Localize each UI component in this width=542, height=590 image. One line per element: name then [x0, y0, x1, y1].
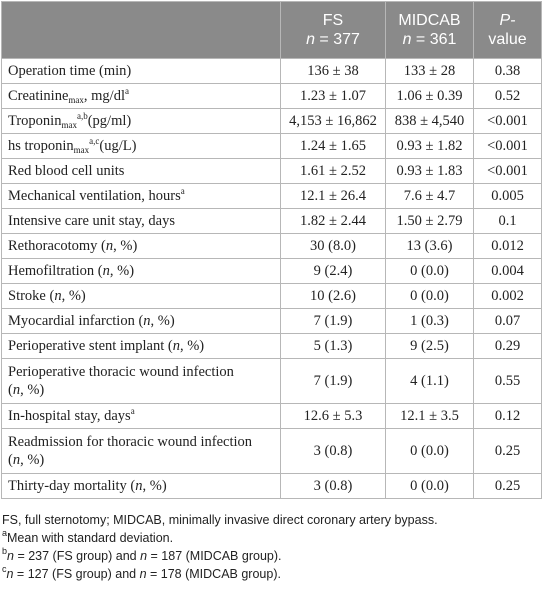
table-row — [2, 284, 542, 309]
table-row — [2, 359, 542, 404]
footnote-c-mark: c — [2, 564, 7, 574]
fs-value: 1.23 ± 1.07 — [281, 84, 386, 109]
p-value: 0.12 — [474, 404, 542, 429]
row-label-text: Rethoracotomy ( — [8, 238, 106, 254]
table-row — [2, 404, 542, 429]
row-label — [2, 134, 281, 159]
p-value: <0.001 — [474, 159, 542, 184]
midcab-value: 12.1 ± 3.5 — [386, 404, 474, 429]
row-label — [2, 404, 281, 429]
p-value: 0.25 — [474, 474, 542, 499]
footnote-b-n1: n — [7, 549, 14, 563]
table-row — [2, 59, 542, 84]
row-label-subscript: max — [68, 95, 84, 105]
table-row — [2, 234, 542, 259]
row-label — [2, 109, 281, 134]
p-value: 0.004 — [474, 259, 542, 284]
fs-value: 3 (0.8) — [281, 429, 386, 474]
table-row — [2, 429, 542, 474]
row-label-text: Stroke ( — [8, 288, 55, 304]
p-value: 0.38 — [474, 59, 542, 84]
fs-value: 4,153 ± 16,862 — [281, 109, 386, 134]
table-row — [2, 259, 542, 284]
p-value: <0.001 — [474, 134, 542, 159]
p-value: 0.25 — [474, 429, 542, 474]
table-row — [2, 184, 542, 209]
table-row — [2, 159, 542, 184]
p-value: 0.002 — [474, 284, 542, 309]
midcab-value: 0 (0.0) — [386, 474, 474, 499]
footnote-b-n2: n — [140, 549, 148, 563]
fs-value: 10 (2.6) — [281, 284, 386, 309]
p-value: 0.1 — [474, 209, 542, 234]
fs-value: 30 (8.0) — [281, 234, 386, 259]
row-label — [2, 159, 281, 184]
p-value: 0.07 — [474, 309, 542, 334]
row-label-paren: ( — [8, 452, 13, 468]
midcab-value: 13 (3.6) — [386, 234, 474, 259]
row-label-text: Perioperative stent implant ( — [8, 338, 173, 354]
row-label-text: Readmission for thoracic wound infection — [8, 434, 253, 450]
table-row — [2, 209, 542, 234]
table-footnotes — [2, 511, 540, 583]
p-value: 0.012 — [474, 234, 542, 259]
midcab-value: 838 ± 4,540 — [386, 109, 474, 134]
row-label-end: , %) — [142, 478, 167, 494]
fs-value: 3 (0.8) — [281, 474, 386, 499]
header-p-letter: P- — [499, 12, 516, 29]
row-label-footnote-mark: a — [180, 186, 185, 196]
row-label-text: Hemofiltration ( — [8, 263, 103, 279]
row-label-end: , %) — [179, 338, 205, 354]
row-label — [2, 309, 281, 334]
row-label-n: n — [105, 238, 114, 254]
midcab-value: 1 (0.3) — [386, 309, 474, 334]
fs-value: 9 (2.4) — [281, 259, 386, 284]
row-label-footnote-mark: a,b — [76, 111, 88, 121]
header-empty-cell — [2, 2, 281, 59]
row-label-paren: ( — [8, 382, 13, 398]
midcab-value: 0 (0.0) — [386, 284, 474, 309]
midcab-value: 0.93 ± 1.83 — [386, 159, 474, 184]
table-row — [2, 334, 542, 359]
row-label — [2, 259, 281, 284]
row-label-end: , %) — [109, 263, 135, 279]
table-row — [2, 109, 542, 134]
row-label-end: , %) — [20, 382, 45, 398]
table-row — [2, 309, 542, 334]
row-label-n: n — [172, 338, 180, 354]
fs-value: 12.6 ± 5.3 — [281, 404, 386, 429]
row-label — [2, 284, 281, 309]
footnote-b — [2, 547, 540, 565]
row-label — [2, 184, 281, 209]
row-label-unit: (pg/ml) — [87, 113, 132, 129]
footnote-a-mark: a — [2, 528, 8, 538]
table-row — [2, 134, 542, 159]
header-p-value — [474, 2, 542, 59]
midcab-value: 0.93 ± 1.82 — [386, 134, 474, 159]
header-p-word: value — [488, 31, 527, 48]
table-row — [2, 474, 542, 499]
row-label-text: Myocardial infarction ( — [8, 313, 144, 329]
header-fs — [281, 2, 386, 59]
midcab-value: 0 (0.0) — [386, 259, 474, 284]
footnote-b-mid: = 237 (FS group) and — [13, 549, 141, 563]
row-label — [2, 59, 281, 84]
midcab-value: 0 (0.0) — [386, 429, 474, 474]
row-label-unit: (ug/L) — [99, 138, 137, 154]
p-value: 0.29 — [474, 334, 542, 359]
footnote-b-end: = 187 (MIDCAB group). — [147, 549, 282, 563]
midcab-value: 1.06 ± 0.39 — [386, 84, 474, 109]
header-midcab-n: n — [402, 31, 412, 48]
row-label — [2, 234, 281, 259]
footnote-a-text: Mean with standard deviation. — [7, 531, 174, 545]
row-label-text: Red blood cell units — [8, 163, 125, 179]
header-fs-name: FS — [322, 12, 344, 29]
fs-value: 1.61 ± 2.52 — [281, 159, 386, 184]
row-label-text: Intensive care unit stay, days — [8, 213, 175, 229]
row-label-n: n — [12, 452, 21, 468]
p-value: 0.52 — [474, 84, 542, 109]
midcab-value: 7.6 ± 4.7 — [386, 184, 474, 209]
row-label-text: Mechanical ventilation, hours — [8, 188, 181, 204]
results-table — [1, 1, 542, 499]
row-label-text: hs troponin — [8, 138, 74, 154]
row-label-end: , %) — [113, 238, 138, 254]
header-midcab — [386, 2, 474, 59]
footnote-b-mark: b — [2, 546, 8, 556]
row-label-end: , %) — [61, 288, 86, 304]
footnote-c-n2: n — [139, 567, 147, 581]
header-row — [2, 2, 542, 59]
footnote-c — [2, 565, 540, 583]
row-label-text: Creatinine — [8, 88, 69, 104]
row-label-footnote-mark: a,c — [89, 136, 100, 146]
row-label-end: , %) — [150, 313, 175, 329]
footnote-c-mid: = 127 (FS group) and — [13, 567, 140, 581]
footnote-abbrev-text: FS, full sternotomy; MIDCAB, minimally invasive direct coronary artery bypass. — [2, 513, 438, 527]
row-label — [2, 429, 281, 474]
fs-value: 136 ± 38 — [281, 59, 386, 84]
header-fs-n: n — [306, 31, 315, 48]
midcab-value: 4 (1.1) — [386, 359, 474, 404]
fs-value: 1.24 ± 1.65 — [281, 134, 386, 159]
header-fs-n-value: = 377 — [314, 31, 360, 48]
p-value: 0.005 — [474, 184, 542, 209]
fs-value: 1.82 ± 2.44 — [281, 209, 386, 234]
row-label-end: , %) — [20, 452, 45, 468]
header-midcab-name: MIDCAB — [398, 12, 461, 29]
row-label-text: In-hospital stay, days — [8, 408, 131, 424]
row-label-n: n — [12, 382, 21, 398]
p-value: <0.001 — [474, 109, 542, 134]
row-label-n: n — [143, 313, 151, 329]
row-label-text: Thirty-day mortality ( — [8, 478, 136, 494]
midcab-value: 9 (2.5) — [386, 334, 474, 359]
midcab-value: 133 ± 28 — [386, 59, 474, 84]
row-label — [2, 334, 281, 359]
footnote-c-n1: n — [6, 567, 14, 581]
row-label-footnote-mark: a — [130, 406, 135, 416]
fs-value: 7 (1.9) — [281, 359, 386, 404]
fs-value: 5 (1.3) — [281, 334, 386, 359]
row-label-n: n — [135, 478, 143, 494]
row-label-text: Perioperative thoracic wound infection — [8, 364, 234, 380]
row-label-n: n — [54, 288, 62, 304]
fs-value: 12.1 ± 26.4 — [281, 184, 386, 209]
row-label — [2, 209, 281, 234]
row-label-unit: , mg/dl — [83, 88, 125, 104]
footnote-a — [2, 529, 540, 547]
row-label — [2, 84, 281, 109]
row-label — [2, 359, 281, 404]
row-label-subscript: max — [61, 120, 77, 130]
fs-value: 7 (1.9) — [281, 309, 386, 334]
row-label-footnote-mark: a — [125, 86, 129, 96]
footnote-abbreviations — [2, 511, 540, 529]
footnote-c-end: = 178 (MIDCAB group). — [146, 567, 281, 581]
row-label-n: n — [102, 263, 110, 279]
header-midcab-n-value: = 361 — [411, 31, 457, 48]
table-row — [2, 84, 542, 109]
row-label-text: Operation time (min) — [8, 63, 132, 79]
midcab-value: 1.50 ± 2.79 — [386, 209, 474, 234]
p-value: 0.55 — [474, 359, 542, 404]
row-label-text: Troponin — [8, 113, 62, 129]
row-label — [2, 474, 281, 499]
row-label-subscript: max — [73, 145, 90, 155]
